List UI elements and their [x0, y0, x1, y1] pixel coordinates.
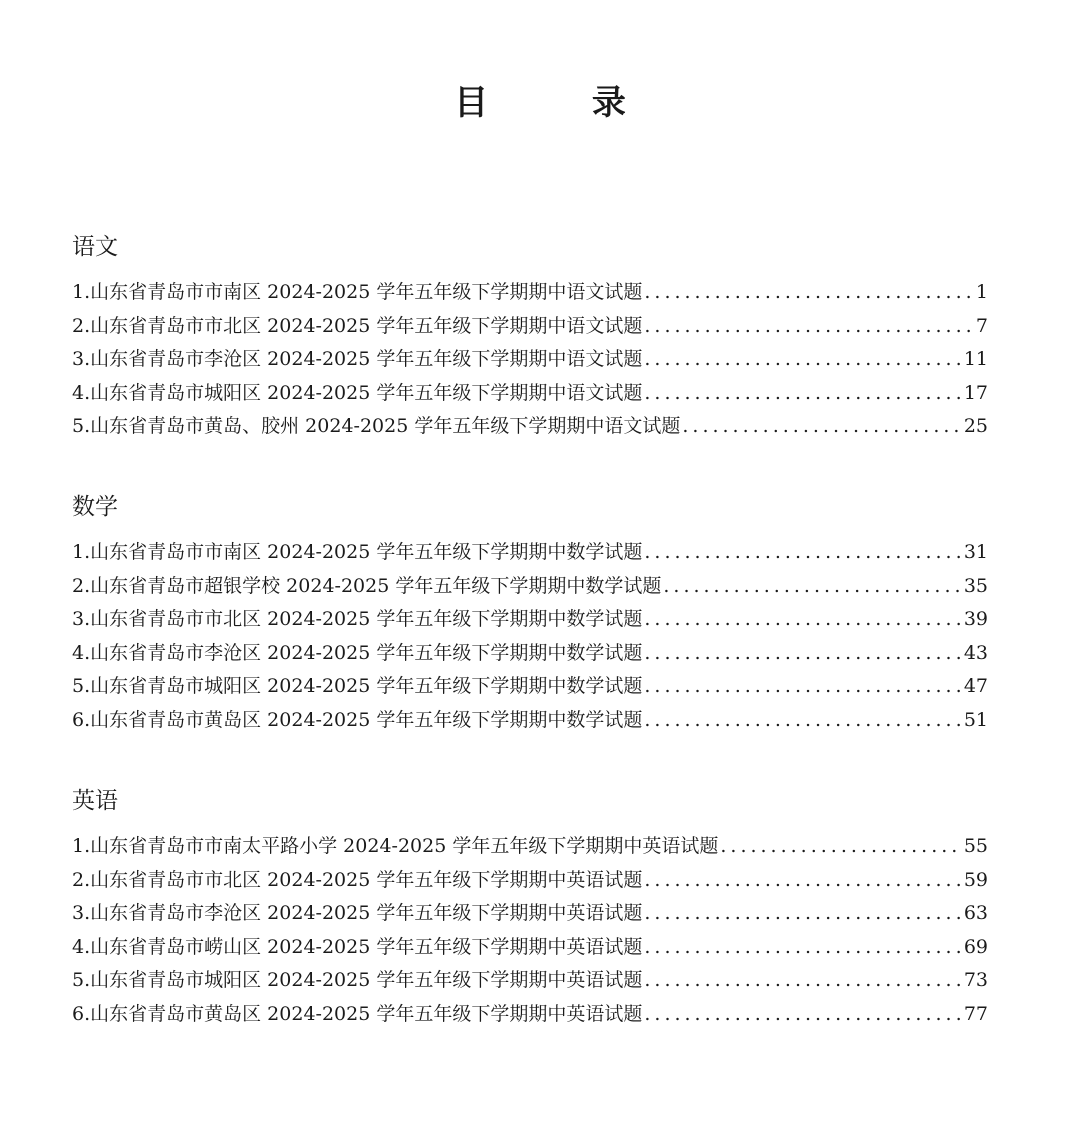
- entry-number: 4.: [72, 935, 91, 958]
- entry-number: 2.: [72, 314, 91, 337]
- entry-page-number: 11: [963, 348, 988, 371]
- toc-entry[interactable]: [72, 670, 988, 704]
- toc-entry[interactable]: [72, 897, 988, 931]
- entry-page-number: 73: [963, 969, 988, 992]
- entry-title: 山东省青岛市城阳区 2024-2025 学年五年级下学期期中语文试题: [90, 381, 643, 404]
- toc-entry[interactable]: [72, 964, 988, 998]
- entry-number: 1.: [72, 541, 91, 563]
- entry-page-number: 59: [963, 868, 988, 891]
- entry-number: 5.: [72, 415, 91, 438]
- entry-number: 2.: [72, 868, 91, 891]
- dot-leader: [663, 570, 959, 604]
- entry-number: 3.: [72, 348, 91, 371]
- dot-leader: [644, 998, 959, 1032]
- toc-entry[interactable]: [72, 343, 988, 377]
- entry-title: 山东省青岛市市北区 2024-2025 学年五年级下学期期中语文试题: [90, 314, 643, 337]
- entry-page-number: 55: [963, 835, 988, 857]
- entry-title: 山东省青岛市李沧区 2024-2025 学年五年级下学期期中数学试题: [90, 641, 643, 664]
- dot-leader: [682, 410, 959, 444]
- entry-title: 山东省青岛市黄岛、胶州 2024-2025 学年五年级下学期期中语文试题: [90, 415, 681, 438]
- entry-page-number: 63: [963, 902, 988, 925]
- entry-title: 山东省青岛市市南太平路小学 2024-2025 学年五年级下学期期中英语试题: [90, 835, 719, 857]
- entry-number: 5.: [72, 675, 91, 698]
- entry-page-number: 51: [963, 708, 988, 731]
- dot-leader: [720, 830, 959, 864]
- toc-entry[interactable]: [72, 603, 988, 637]
- entry-title: 山东省青岛市市北区 2024-2025 学年五年级下学期期中英语试题: [90, 868, 643, 891]
- entry-number: 3.: [72, 902, 91, 925]
- toc-entry[interactable]: [72, 931, 988, 965]
- entry-title: 山东省青岛市李沧区 2024-2025 学年五年级下学期期中英语试题: [90, 902, 643, 925]
- toc-entry[interactable]: [72, 830, 988, 864]
- entry-number: 4.: [72, 381, 91, 404]
- section-heading: 数学: [72, 494, 118, 520]
- entry-number: 2.: [72, 574, 91, 597]
- toc-section-chinese: [72, 232, 988, 444]
- entry-page-number: 69: [963, 935, 988, 958]
- entry-title: 山东省青岛市黄岛区 2024-2025 学年五年级下学期期中数学试题: [90, 708, 643, 731]
- entry-page-number: 25: [963, 415, 988, 438]
- entry-page-number: 35: [963, 574, 988, 597]
- section-heading: 语文: [72, 234, 118, 260]
- dot-leader: [644, 670, 959, 704]
- dot-leader: [644, 897, 959, 931]
- toc-entry[interactable]: [72, 998, 988, 1032]
- entry-page-number: 47: [963, 675, 988, 698]
- toc-entry[interactable]: [72, 310, 988, 344]
- toc-entry[interactable]: [72, 570, 988, 604]
- entry-title: 山东省青岛市城阳区 2024-2025 学年五年级下学期期中数学试题: [90, 675, 643, 698]
- entry-page-number: 77: [963, 1002, 988, 1025]
- dot-leader: [644, 931, 959, 965]
- toc-entry[interactable]: [72, 704, 988, 738]
- toc-section-math: [72, 492, 988, 738]
- toc-entry[interactable]: [72, 536, 988, 570]
- entry-page-number: 31: [963, 541, 988, 563]
- dot-leader: [644, 637, 959, 671]
- entry-page-number: 7: [975, 314, 988, 337]
- entry-title: 山东省青岛市市南区 2024-2025 学年五年级下学期期中语文试题: [90, 281, 643, 303]
- toc-entry[interactable]: [72, 276, 988, 310]
- entry-title: 山东省青岛市超银学校 2024-2025 学年五年级下学期期中数学试题: [90, 574, 662, 597]
- toc-section-english: [72, 786, 988, 1032]
- dot-leader: [644, 276, 972, 310]
- entry-page-number: 1: [975, 281, 988, 303]
- toc-entry[interactable]: [72, 637, 988, 671]
- entry-title: 山东省青岛市市北区 2024-2025 学年五年级下学期期中数学试题: [90, 608, 643, 631]
- dot-leader: [644, 310, 972, 344]
- entry-title: 山东省青岛市城阳区 2024-2025 学年五年级下学期期中英语试题: [90, 969, 643, 992]
- entry-title: 山东省青岛市黄岛区 2024-2025 学年五年级下学期期中英语试题: [90, 1002, 643, 1025]
- dot-leader: [644, 377, 959, 411]
- entry-title: 山东省青岛市市南区 2024-2025 学年五年级下学期期中数学试题: [90, 541, 643, 563]
- entry-title: 山东省青岛市李沧区 2024-2025 学年五年级下学期期中语文试题: [90, 348, 643, 371]
- page-title: 目 录: [454, 83, 672, 123]
- dot-leader: [644, 343, 959, 377]
- dot-leader: [644, 704, 959, 738]
- toc-entry[interactable]: [72, 410, 988, 444]
- entry-page-number: 39: [963, 608, 988, 631]
- entry-number: 3.: [72, 608, 91, 631]
- entry-number: 5.: [72, 969, 91, 992]
- section-heading: 英语: [72, 788, 118, 814]
- toc-entry[interactable]: [72, 377, 988, 411]
- entry-page-number: 17: [963, 381, 988, 404]
- dot-leader: [644, 603, 959, 637]
- dot-leader: [644, 536, 959, 570]
- entry-number: 1.: [72, 281, 91, 303]
- toc-entry[interactable]: [72, 864, 988, 898]
- entry-number: 6.: [72, 1002, 91, 1025]
- entry-number: 6.: [72, 708, 91, 731]
- dot-leader: [644, 864, 959, 898]
- entry-page-number: 43: [963, 641, 988, 664]
- entry-number: 1.: [72, 835, 91, 857]
- entry-title: 山东省青岛市崂山区 2024-2025 学年五年级下学期期中英语试题: [90, 935, 643, 958]
- entry-number: 4.: [72, 641, 91, 664]
- dot-leader: [644, 964, 959, 998]
